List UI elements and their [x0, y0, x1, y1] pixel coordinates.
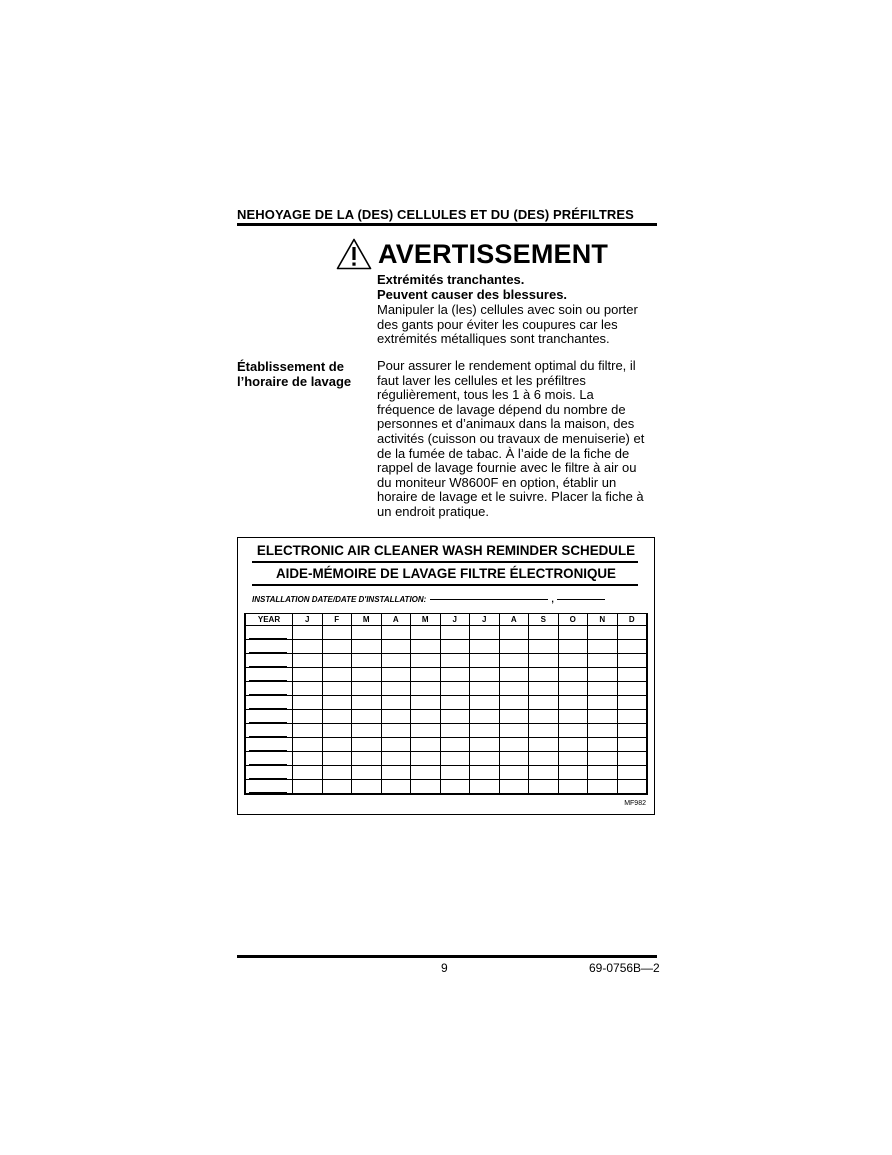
month-cell[interactable] [558, 626, 588, 640]
month-cell[interactable] [293, 738, 323, 752]
month-header: M [352, 614, 382, 626]
month-cell[interactable] [617, 696, 647, 710]
month-cell[interactable] [529, 780, 559, 795]
table-row [245, 724, 647, 738]
month-cell[interactable] [352, 682, 382, 696]
month-cell[interactable] [411, 738, 441, 752]
month-cell[interactable] [440, 682, 470, 696]
table-row [245, 752, 647, 766]
year-blank-line [249, 708, 287, 709]
warning-text-line: Manipuler la (les) cellules avec soin ou porter [377, 302, 638, 317]
year-blank-line [249, 778, 287, 779]
table-row [245, 710, 647, 724]
section-divider [237, 223, 657, 226]
month-cell[interactable] [617, 640, 647, 654]
month-cell[interactable] [381, 626, 411, 640]
month-cell[interactable] [440, 780, 470, 795]
card-title-english: ELECTRONIC AIR CLEANER WASH REMINDER SCHEDULE [256, 543, 636, 558]
month-cell[interactable] [411, 780, 441, 795]
month-cell[interactable] [293, 780, 323, 795]
month-cell[interactable] [381, 710, 411, 724]
installation-date-row [252, 593, 605, 605]
body-line: du moniteur W8600F en option, établir un [377, 474, 617, 490]
month-cell[interactable] [322, 752, 352, 766]
month-cell[interactable] [529, 724, 559, 738]
month-cell[interactable] [470, 738, 500, 752]
month-cell[interactable] [529, 682, 559, 696]
month-cell[interactable] [499, 710, 529, 724]
month-header: M [411, 614, 441, 626]
month-cell[interactable] [440, 766, 470, 780]
month-cell[interactable] [411, 682, 441, 696]
month-cell[interactable] [470, 626, 500, 640]
table-row [245, 640, 647, 654]
month-cell[interactable] [617, 724, 647, 738]
year-cell[interactable] [245, 724, 293, 738]
month-cell[interactable] [470, 668, 500, 682]
table-row [245, 780, 647, 795]
month-cell[interactable] [529, 766, 559, 780]
month-cell[interactable] [440, 738, 470, 752]
warning-triangle-icon [336, 238, 372, 270]
month-cell[interactable] [381, 752, 411, 766]
year-blank-line [249, 764, 287, 765]
month-cell[interactable] [617, 766, 647, 780]
month-cell[interactable] [381, 724, 411, 738]
month-cell[interactable] [617, 780, 647, 795]
year-cell[interactable] [245, 696, 293, 710]
month-cell[interactable] [411, 752, 441, 766]
month-cell[interactable] [499, 668, 529, 682]
year-blank-line [249, 638, 287, 639]
month-cell[interactable] [588, 724, 618, 738]
year-cell[interactable] [245, 766, 293, 780]
month-cell[interactable] [322, 780, 352, 795]
month-cell[interactable] [411, 766, 441, 780]
body-line: horaire de lavage et le suivre. Placer la fiche à [377, 489, 644, 505]
month-cell[interactable] [499, 780, 529, 795]
month-cell[interactable] [529, 640, 559, 654]
month-cell[interactable] [529, 668, 559, 682]
year-blank-line [249, 666, 287, 667]
month-cell[interactable] [440, 696, 470, 710]
month-cell[interactable] [322, 640, 352, 654]
month-cell[interactable] [381, 668, 411, 682]
month-header: F [322, 614, 352, 626]
month-cell[interactable] [470, 780, 500, 795]
footer-divider [237, 955, 657, 958]
month-cell[interactable] [440, 626, 470, 640]
month-cell[interactable] [411, 668, 441, 682]
year-blank-line [249, 694, 287, 695]
body-line: rappel de lavage fournie avec le filtre à air ou [377, 460, 637, 476]
month-cell[interactable] [617, 654, 647, 668]
page-number: 9 [441, 961, 448, 975]
month-cell[interactable] [588, 640, 618, 654]
month-cell[interactable] [529, 738, 559, 752]
month-cell[interactable] [381, 654, 411, 668]
warning-text-line: extrémités métalliques sont tranchantes. [377, 331, 610, 347]
month-cell[interactable] [529, 696, 559, 710]
installation-date-separator: , [551, 594, 554, 604]
month-header: S [529, 614, 559, 626]
year-cell[interactable] [245, 738, 293, 752]
side-label-line: Établissement de [237, 359, 344, 374]
month-header: N [588, 614, 618, 626]
month-cell[interactable] [352, 752, 382, 766]
month-cell[interactable] [617, 752, 647, 766]
month-cell[interactable] [558, 696, 588, 710]
month-cell[interactable] [558, 668, 588, 682]
month-cell[interactable] [381, 766, 411, 780]
month-cell[interactable] [293, 710, 323, 724]
month-cell[interactable] [529, 710, 559, 724]
month-cell[interactable] [411, 710, 441, 724]
month-cell[interactable] [440, 752, 470, 766]
month-header: A [499, 614, 529, 626]
month-cell[interactable] [499, 654, 529, 668]
schedule-body-text [377, 359, 659, 520]
month-cell[interactable] [352, 710, 382, 724]
month-cell[interactable] [352, 626, 382, 640]
table-row [245, 696, 647, 710]
month-cell[interactable] [352, 724, 382, 738]
body-line: activités (cuisson ou travaux de menuiserie) et [377, 430, 645, 446]
month-cell[interactable] [411, 724, 441, 738]
year-blank-line [249, 722, 287, 723]
month-cell[interactable] [411, 640, 441, 654]
month-cell[interactable] [352, 696, 382, 710]
month-cell[interactable] [499, 640, 529, 654]
month-cell[interactable] [352, 654, 382, 668]
table-row [245, 654, 647, 668]
month-cell[interactable] [558, 654, 588, 668]
table-header-row [245, 614, 647, 626]
month-cell[interactable] [293, 654, 323, 668]
month-cell[interactable] [440, 710, 470, 724]
month-header: A [381, 614, 411, 626]
document-code: 69-0756B—2 [589, 961, 660, 975]
month-cell[interactable] [411, 696, 441, 710]
month-cell[interactable] [440, 668, 470, 682]
month-cell[interactable] [588, 780, 618, 795]
installation-date-blank[interactable] [430, 599, 548, 600]
month-cell[interactable] [470, 682, 500, 696]
month-cell[interactable] [499, 766, 529, 780]
month-header: J [293, 614, 323, 626]
month-cell[interactable] [558, 640, 588, 654]
warning-hazard-line: Peuvent causer des blessures. [377, 286, 568, 302]
year-blank-line [249, 792, 287, 793]
side-label-line: l’horaire de lavage [237, 374, 352, 389]
month-cell[interactable] [588, 626, 618, 640]
month-header: J [470, 614, 500, 626]
month-cell[interactable] [558, 724, 588, 738]
month-cell[interactable] [470, 654, 500, 668]
month-cell[interactable] [322, 696, 352, 710]
month-cell[interactable] [440, 640, 470, 654]
month-cell[interactable] [381, 682, 411, 696]
year-cell[interactable] [245, 710, 293, 724]
month-cell[interactable] [293, 766, 323, 780]
body-line: régulièrement, tous les 1 à 6 mois. La [377, 387, 594, 403]
month-cell[interactable] [588, 668, 618, 682]
table-row [245, 766, 647, 780]
year-cell[interactable] [245, 640, 293, 654]
month-header: O [558, 614, 588, 626]
card-title-underline [252, 584, 638, 586]
month-cell[interactable] [470, 696, 500, 710]
month-cell[interactable] [617, 626, 647, 640]
year-blank-line [249, 736, 287, 737]
table-row [245, 668, 647, 682]
year-cell[interactable] [245, 626, 293, 640]
year-blank-line [249, 750, 287, 751]
table-row [245, 626, 647, 640]
year-cell[interactable] [245, 780, 293, 795]
month-cell[interactable] [352, 738, 382, 752]
warning-header [336, 236, 608, 272]
month-cell[interactable] [617, 668, 647, 682]
month-cell[interactable] [499, 724, 529, 738]
month-cell[interactable] [470, 640, 500, 654]
month-cell[interactable] [588, 654, 618, 668]
installation-year-blank[interactable] [557, 599, 605, 600]
month-cell[interactable] [411, 654, 441, 668]
month-cell[interactable] [558, 780, 588, 795]
body-line: faut laver les cellules et les préfiltres [377, 372, 586, 388]
month-cell[interactable] [617, 738, 647, 752]
schedule-side-label [237, 359, 367, 389]
month-header: D [617, 614, 647, 626]
month-cell[interactable] [499, 626, 529, 640]
month-cell[interactable] [293, 640, 323, 654]
month-cell[interactable] [558, 682, 588, 696]
month-cell[interactable] [293, 668, 323, 682]
month-cell[interactable] [558, 738, 588, 752]
month-cell[interactable] [617, 710, 647, 724]
warning-hazard-line: Extrémités tranchantes. [377, 272, 525, 287]
month-cell[interactable] [322, 766, 352, 780]
month-cell[interactable] [322, 682, 352, 696]
month-cell[interactable] [352, 640, 382, 654]
section-title: NEHOYAGE DE LA (DES) CELLULES ET DU (DES) PRÉFILTRES [237, 207, 634, 222]
month-cell[interactable] [470, 710, 500, 724]
month-cell[interactable] [440, 724, 470, 738]
month-cell[interactable] [499, 738, 529, 752]
year-cell[interactable] [245, 654, 293, 668]
year-blank-line [249, 652, 287, 653]
body-line: fréquence de lavage dépend du nombre de [377, 401, 626, 417]
month-cell[interactable] [411, 626, 441, 640]
month-cell[interactable] [588, 738, 618, 752]
body-line: de la fumée de tabac. À l’aide de la fiche de [377, 445, 630, 461]
month-cell[interactable] [588, 752, 618, 766]
card-title-french: AIDE-MÉMOIRE DE LAVAGE FILTRE ÉLECTRONIQUE [276, 566, 616, 581]
month-cell[interactable] [381, 696, 411, 710]
month-cell[interactable] [440, 654, 470, 668]
month-cell[interactable] [558, 710, 588, 724]
month-cell[interactable] [470, 752, 500, 766]
month-cell[interactable] [588, 710, 618, 724]
month-cell[interactable] [529, 752, 559, 766]
month-cell[interactable] [588, 682, 618, 696]
year-cell[interactable] [245, 752, 293, 766]
body-line: Pour assurer le rendement optimal du filtre, il [377, 358, 636, 373]
year-cell[interactable] [245, 668, 293, 682]
month-cell[interactable] [293, 626, 323, 640]
month-cell[interactable] [470, 766, 500, 780]
year-cell[interactable] [245, 682, 293, 696]
month-cell[interactable] [352, 668, 382, 682]
year-blank-line [249, 680, 287, 681]
wash-reminder-card [237, 537, 655, 815]
body-line: personnes et d’animaux dans la maison, des [377, 416, 635, 432]
year-column-header: YEAR [245, 614, 293, 626]
month-cell[interactable] [529, 626, 559, 640]
month-cell[interactable] [529, 654, 559, 668]
month-cell[interactable] [558, 766, 588, 780]
month-cell[interactable] [558, 752, 588, 766]
month-cell[interactable] [322, 654, 352, 668]
month-cell[interactable] [588, 696, 618, 710]
warning-instructions [377, 303, 659, 347]
table-row [245, 738, 647, 752]
month-cell[interactable] [381, 640, 411, 654]
month-cell[interactable] [322, 626, 352, 640]
wash-schedule-table [244, 613, 648, 795]
month-cell[interactable] [322, 738, 352, 752]
month-cell[interactable] [499, 752, 529, 766]
month-cell[interactable] [499, 682, 529, 696]
month-cell[interactable] [617, 682, 647, 696]
warning-hazard [377, 273, 659, 302]
month-cell[interactable] [293, 724, 323, 738]
month-cell[interactable] [381, 738, 411, 752]
month-cell[interactable] [322, 668, 352, 682]
month-cell[interactable] [499, 696, 529, 710]
month-cell[interactable] [293, 752, 323, 766]
month-cell[interactable] [470, 724, 500, 738]
month-cell[interactable] [588, 766, 618, 780]
month-cell[interactable] [381, 780, 411, 795]
card-title-underline [252, 561, 638, 563]
month-cell[interactable] [322, 710, 352, 724]
month-header: J [440, 614, 470, 626]
month-cell[interactable] [352, 766, 382, 780]
month-cell[interactable] [352, 780, 382, 795]
installation-date-label: INSTALLATION DATE/DATE D'INSTALLATION: [252, 594, 427, 604]
warning-title: AVERTISSEMENT [378, 239, 609, 269]
month-cell[interactable] [293, 696, 323, 710]
table-row [245, 682, 647, 696]
month-cell[interactable] [293, 682, 323, 696]
warning-text-line: des gants pour éviter les coupures car les [377, 316, 618, 332]
month-cell[interactable] [322, 724, 352, 738]
body-line: un endroit pratique. [377, 503, 490, 519]
card-code: MF982 [624, 800, 646, 807]
